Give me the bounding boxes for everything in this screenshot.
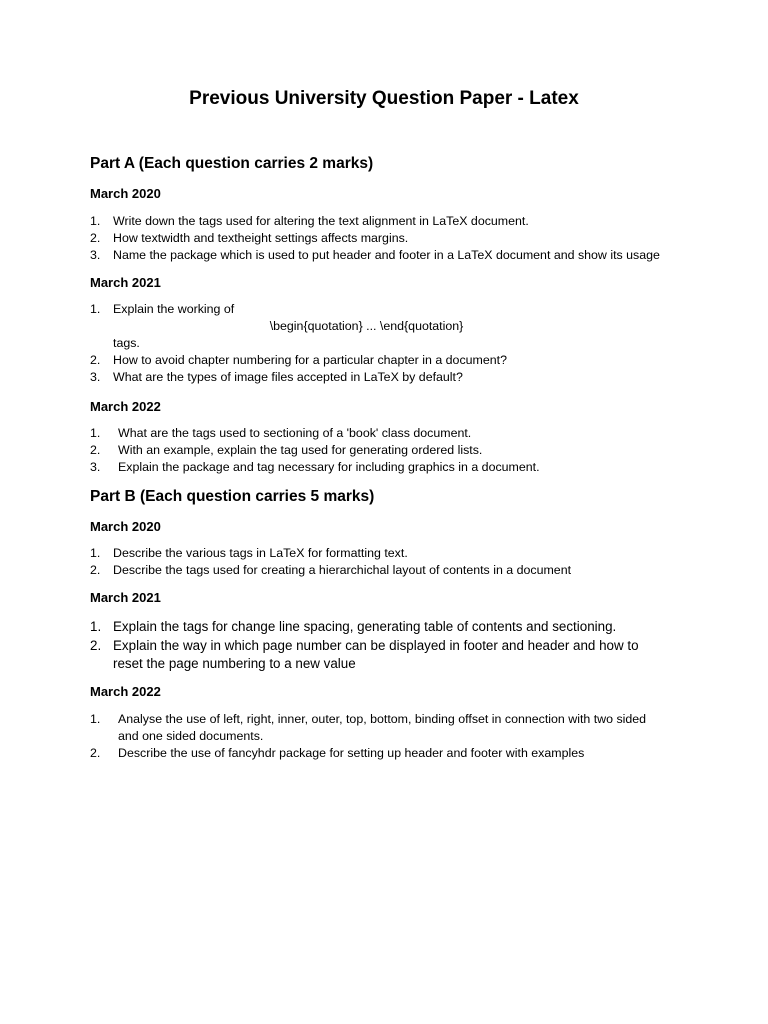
question-text-continued: and one sided documents.	[118, 729, 264, 743]
part-a-march-2021-questions	[90, 301, 690, 386]
question-text: Describe the tags used for creating a hierarchichal layout of contents in a document	[113, 563, 572, 577]
part-b-heading: Part B (Each question carries 5 marks)	[90, 488, 375, 505]
question-item	[90, 637, 690, 674]
question-item	[90, 459, 690, 476]
question-item	[90, 562, 690, 579]
question-number: 2.	[90, 563, 101, 577]
question-text: Describe the use of fancyhdr package for setting up header and footer with examples	[118, 746, 585, 760]
question-item	[90, 301, 690, 352]
question-text: Explain the tags for change line spacing, generating table of contents and sectioning.	[113, 619, 617, 634]
question-item	[90, 352, 690, 369]
question-number: 2.	[90, 746, 101, 760]
question-item	[90, 442, 690, 459]
part-a-march-2022-heading: March 2022	[90, 399, 161, 414]
question-item	[90, 230, 690, 247]
question-text: With an example, explain the tag used for generating ordered lists.	[118, 443, 483, 457]
question-item	[90, 545, 690, 562]
part-a-march-2021-heading: March 2021	[90, 275, 161, 290]
question-text: Explain the way in which page number can be displayed in footer and header and how to	[113, 637, 639, 653]
question-number: 2.	[90, 443, 101, 457]
question-code-line: \begin{quotation} ... \end{quotation}	[269, 319, 464, 333]
question-number: 1.	[90, 302, 101, 316]
question-text: Name the package which is used to put header and footer in a LaTeX document and show its usage	[113, 248, 660, 262]
part-b-march-2022-heading: March 2022	[90, 684, 161, 699]
part-a-march-2020-heading: March 2020	[90, 186, 161, 201]
question-number: 2.	[90, 231, 101, 245]
question-number: 1.	[90, 546, 101, 560]
question-text: What are the tags used to sectioning of a 'book' class document.	[118, 426, 472, 440]
question-text-continued: reset the page numbering to a new value	[113, 656, 356, 671]
question-text: Write down the tags used for altering the text alignment in LaTeX document.	[113, 214, 529, 228]
question-item	[90, 369, 690, 386]
part-a-heading: Part A (Each question carries 2 marks)	[90, 155, 374, 172]
question-text-tail: tags.	[113, 336, 140, 350]
part-b-march-2021-heading: March 2021	[90, 590, 161, 605]
part-b-march-2022-questions	[90, 711, 690, 762]
question-number: 3.	[90, 370, 101, 384]
part-b-march-2020-heading: March 2020	[90, 519, 161, 534]
question-item	[90, 711, 690, 745]
question-number: 3.	[90, 460, 101, 474]
question-number: 1.	[90, 214, 101, 228]
question-item	[90, 745, 690, 762]
question-number: 1.	[90, 426, 101, 440]
part-b-march-2021-questions	[90, 618, 690, 674]
question-number: 3.	[90, 248, 101, 262]
question-item	[90, 213, 690, 230]
question-text: Explain the package and tag necessary for including graphics in a document.	[118, 460, 540, 474]
question-text: Analyse the use of left, right, inner, outer, top, bottom, binding offset in connection with two sided	[118, 712, 647, 726]
question-item	[90, 618, 690, 637]
document-title: Previous University Question Paper - Latex	[189, 88, 579, 109]
part-a-march-2020-questions	[90, 213, 690, 264]
question-number: 1.	[90, 712, 101, 726]
question-text: How textwidth and textheight settings affects margins.	[113, 231, 409, 245]
question-item	[90, 425, 690, 442]
question-number: 2.	[90, 637, 102, 653]
question-text: Explain the working of	[113, 302, 235, 316]
question-text: Describe the various tags in LaTeX for formatting text.	[113, 546, 408, 560]
question-item	[90, 247, 690, 264]
question-number: 2.	[90, 353, 101, 367]
question-text: How to avoid chapter numbering for a particular chapter in a document?	[113, 353, 507, 367]
question-text: What are the types of image files accepted in LaTeX by default?	[113, 370, 463, 384]
question-number: 1.	[90, 619, 102, 634]
part-b-march-2020-questions	[90, 545, 690, 579]
part-a-march-2022-questions	[90, 425, 690, 476]
